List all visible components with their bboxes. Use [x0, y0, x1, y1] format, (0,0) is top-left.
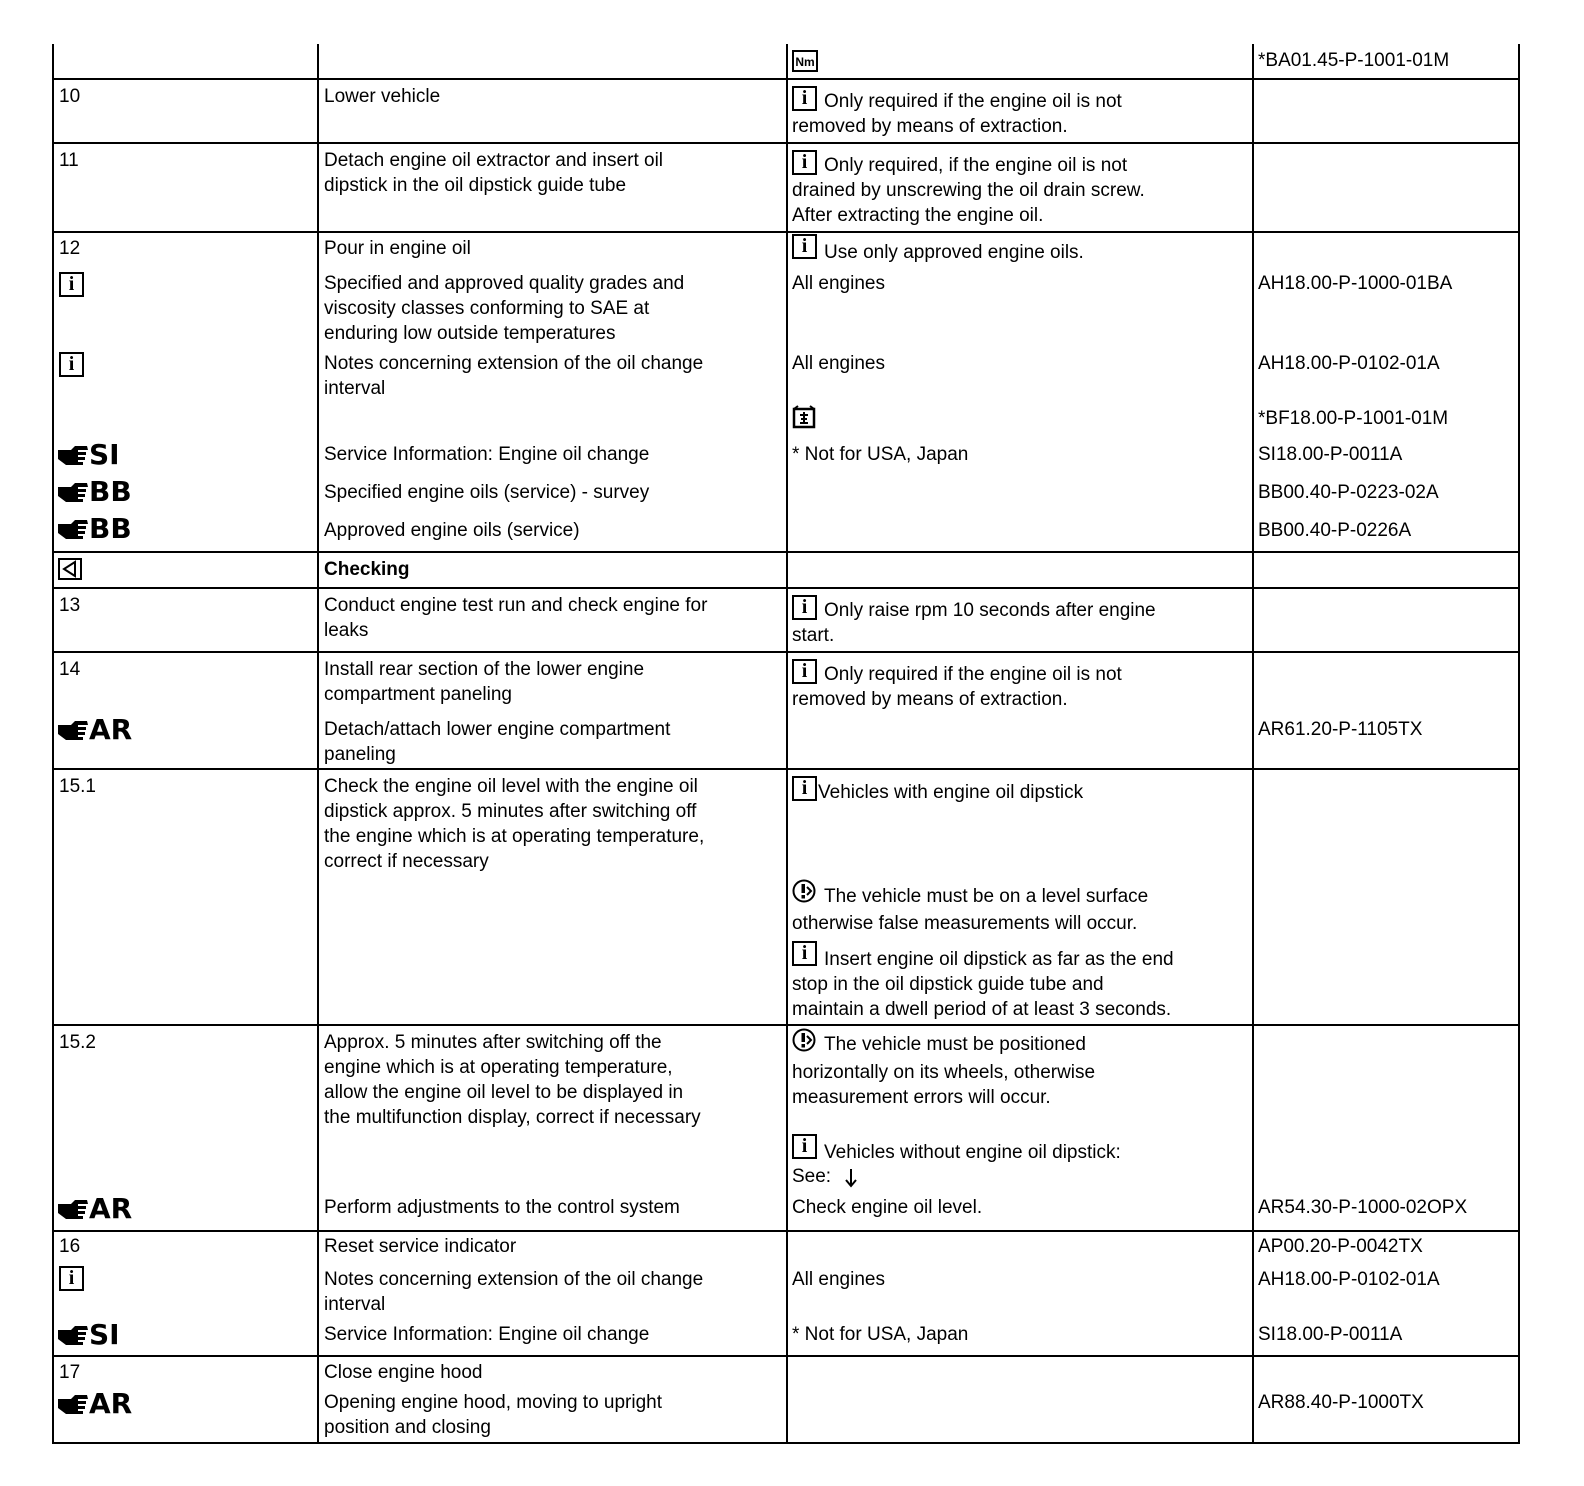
pointing-hand-icon[interactable] — [57, 1194, 132, 1224]
sub-action: Detach/attach lower engine compartment — [324, 719, 671, 740]
grid-vline — [317, 44, 319, 1444]
sub-note: * Not for USA, Japan — [792, 1324, 969, 1345]
grid-vline — [1518, 44, 1520, 1444]
pointing-hand-icon[interactable] — [57, 715, 132, 745]
step-action: compartment paneling — [324, 684, 512, 705]
sub-action: Service Information: Engine oil change — [324, 1324, 650, 1345]
step-note: Vehicles with engine oil dipstick — [818, 782, 1084, 803]
pointing-hand-icon[interactable] — [57, 477, 132, 507]
ref-doc[interactable]: BB00.40-P-0226A — [1258, 520, 1412, 541]
sub-note: All engines — [792, 1269, 885, 1290]
step-note: removed by means of extraction. — [792, 689, 1068, 710]
step-number: 15.1 — [59, 776, 96, 797]
step-action: Install rear section of the lower engine — [324, 659, 645, 680]
step-action: dipstick approx. 5 minutes after switching off — [324, 801, 697, 822]
sub-action: interval — [324, 378, 386, 399]
step-note: stop in the oil dipstick guide tube and — [792, 974, 1104, 995]
step-number: 14 — [59, 659, 81, 680]
step-action: dipstick in the oil dipstick guide tube — [324, 175, 627, 196]
ref-type-si: SI — [89, 1318, 120, 1351]
ref-doc[interactable]: AR61.20-P-1105TX — [1258, 719, 1423, 740]
ref-doc[interactable]: SI18.00-P-0011A — [1258, 1324, 1403, 1345]
step-action: Reset service indicator — [324, 1236, 517, 1257]
step-note: removed by means of extraction. — [792, 116, 1068, 137]
ref-doc[interactable]: BB00.40-P-0223-02A — [1258, 482, 1439, 503]
grid-hline — [52, 78, 1520, 80]
sub-action: Specified and approved quality grades and — [324, 273, 685, 294]
pointing-hand-icon[interactable] — [57, 1320, 120, 1350]
ref-doc[interactable]: AR54.30-P-1000-02OPX — [1258, 1197, 1468, 1218]
step-action: Check the engine oil level with the engine oil — [324, 776, 698, 797]
grid-hline — [52, 142, 1520, 144]
ref-type-bb: BB — [89, 512, 132, 545]
info-icon[interactable]: i — [59, 1266, 84, 1291]
ref-doc[interactable]: AP00.20-P-0042TX — [1258, 1236, 1423, 1257]
ref-type-ar: AR — [89, 713, 133, 746]
step-note: Only raise rpm 10 seconds after engine — [824, 600, 1156, 621]
sub-action: interval — [324, 1294, 386, 1315]
ref-type-ar: AR — [89, 1192, 133, 1225]
sub-note: Check engine oil level. — [792, 1197, 983, 1218]
attention-icon — [792, 1028, 816, 1057]
pointing-hand-icon[interactable] — [57, 440, 120, 470]
info-icon: i — [792, 150, 817, 175]
info-icon: i — [792, 1134, 817, 1159]
sub-action: Service Information: Engine oil change — [324, 444, 650, 465]
sub-action: Opening engine hood, moving to upright — [324, 1392, 663, 1413]
grid-vline — [1252, 44, 1254, 1444]
grid-hline — [52, 587, 1520, 589]
ref-doc[interactable]: *BF18.00-P-1001-01M — [1258, 408, 1449, 429]
step-note: See: — [792, 1166, 832, 1187]
sub-action: viscosity classes conforming to SAE at — [324, 298, 650, 319]
grid-hline — [52, 1024, 1520, 1026]
info-icon[interactable]: i — [59, 352, 84, 377]
step-warning: The vehicle must be positioned — [824, 1034, 1086, 1055]
grid-hline — [52, 231, 1520, 233]
info-icon: i — [792, 659, 817, 684]
step-action: Close engine hood — [324, 1362, 483, 1383]
sub-note: * Not for USA, Japan — [792, 444, 969, 465]
sub-action: Notes concerning extension of the oil change — [324, 353, 704, 374]
step-action: the engine which is at operating temperature, — [324, 826, 705, 847]
sub-action: Approved engine oils (service) — [324, 520, 580, 541]
fluid-container-icon — [792, 405, 816, 434]
info-icon: i — [792, 234, 817, 259]
grid-hline — [52, 651, 1520, 653]
grid-hline — [52, 1355, 1520, 1357]
sub-action: position and closing — [324, 1417, 491, 1438]
ref-type-bb: BB — [89, 475, 132, 508]
step-number: 15.2 — [59, 1032, 96, 1053]
sub-action: paneling — [324, 744, 396, 765]
ref-type-si: SI — [89, 438, 120, 471]
step-note: Use only approved engine oils. — [824, 242, 1084, 263]
grid-vline — [52, 44, 54, 1444]
step-note: drained by unscrewing the oil drain screw. — [792, 180, 1145, 201]
down-arrow-icon[interactable] — [844, 1168, 858, 1193]
grid-hline — [52, 551, 1520, 553]
step-note: Only required if the engine oil is not — [824, 664, 1122, 685]
pointing-hand-icon[interactable] — [57, 1389, 132, 1419]
step-action: Lower vehicle — [324, 86, 441, 107]
step-action: leaks — [324, 620, 369, 641]
step-note: start. — [792, 625, 835, 646]
section-title: Checking — [324, 559, 410, 580]
step-note: Only required if the engine oil is not — [824, 91, 1122, 112]
step-warning: otherwise false measurements will occur. — [792, 913, 1138, 934]
sub-action: Perform adjustments to the control system — [324, 1197, 680, 1218]
ref-doc[interactable]: AR88.40-P-1000TX — [1258, 1392, 1424, 1413]
info-icon: i — [792, 776, 817, 801]
sub-note: All engines — [792, 273, 885, 294]
step-action: correct if necessary — [324, 851, 489, 872]
attention-icon — [792, 879, 816, 908]
step-number: 11 — [59, 150, 79, 171]
sub-action: enduring low outside temperatures — [324, 323, 616, 344]
grid-hline — [52, 1230, 1520, 1232]
sub-action: Notes concerning extension of the oil change — [324, 1269, 704, 1290]
info-icon: i — [792, 595, 817, 620]
step-note: Only required, if the engine oil is not — [824, 155, 1128, 176]
ref-doc[interactable]: SI18.00-P-0011A — [1258, 444, 1403, 465]
sub-note: All engines — [792, 353, 885, 374]
step-warning: horizontally on its wheels, otherwise — [792, 1062, 1096, 1083]
step-note: After extracting the engine oil. — [792, 205, 1044, 226]
step-note: Insert engine oil dipstick as far as the end — [824, 949, 1174, 970]
step-action: engine which is at operating temperature, — [324, 1057, 673, 1078]
ref-doc[interactable]: AH18.00-P-0102-01A — [1258, 1269, 1440, 1290]
info-icon: i — [792, 941, 817, 966]
ref-doc[interactable]: AH18.00-P-1000-01BA — [1258, 273, 1453, 294]
torque-icon — [792, 50, 818, 77]
step-action: Detach engine oil extractor and insert oil — [324, 150, 664, 171]
sub-action: Specified engine oils (service) - survey — [324, 482, 650, 503]
step-number: 16 — [59, 1236, 81, 1257]
info-icon[interactable]: i — [59, 272, 84, 297]
step-number: 12 — [59, 238, 81, 259]
step-note: Vehicles without engine oil dipstick: — [824, 1142, 1121, 1163]
step-number: 17 — [59, 1362, 81, 1383]
step-warning: measurement errors will occur. — [792, 1087, 1051, 1108]
grid-hline — [52, 1442, 1520, 1444]
step-warning: The vehicle must be on a level surface — [824, 886, 1149, 907]
step-action: Pour in engine oil — [324, 238, 471, 259]
step-marker-icon — [58, 558, 82, 585]
pointing-hand-icon[interactable] — [57, 514, 132, 544]
step-number: 10 — [59, 86, 81, 107]
grid-hline — [52, 768, 1520, 770]
step-action: Conduct engine test run and check engine for — [324, 595, 708, 616]
step-action: allow the engine oil level to be displayed in — [324, 1082, 684, 1103]
ref-doc[interactable]: *BA01.45-P-1001-01M — [1258, 50, 1450, 71]
step-action: the multifunction display, correct if necessary — [324, 1107, 701, 1128]
ref-doc[interactable]: AH18.00-P-0102-01A — [1258, 353, 1440, 374]
step-action: Approx. 5 minutes after switching off the — [324, 1032, 662, 1053]
grid-vline — [786, 44, 788, 1444]
torque-icon-label: Nm — [795, 55, 815, 69]
ref-type-ar: AR — [89, 1387, 133, 1420]
step-number: 13 — [59, 595, 81, 616]
step-note: maintain a dwell period of at least 3 seconds. — [792, 999, 1172, 1020]
info-icon: i — [792, 86, 817, 111]
